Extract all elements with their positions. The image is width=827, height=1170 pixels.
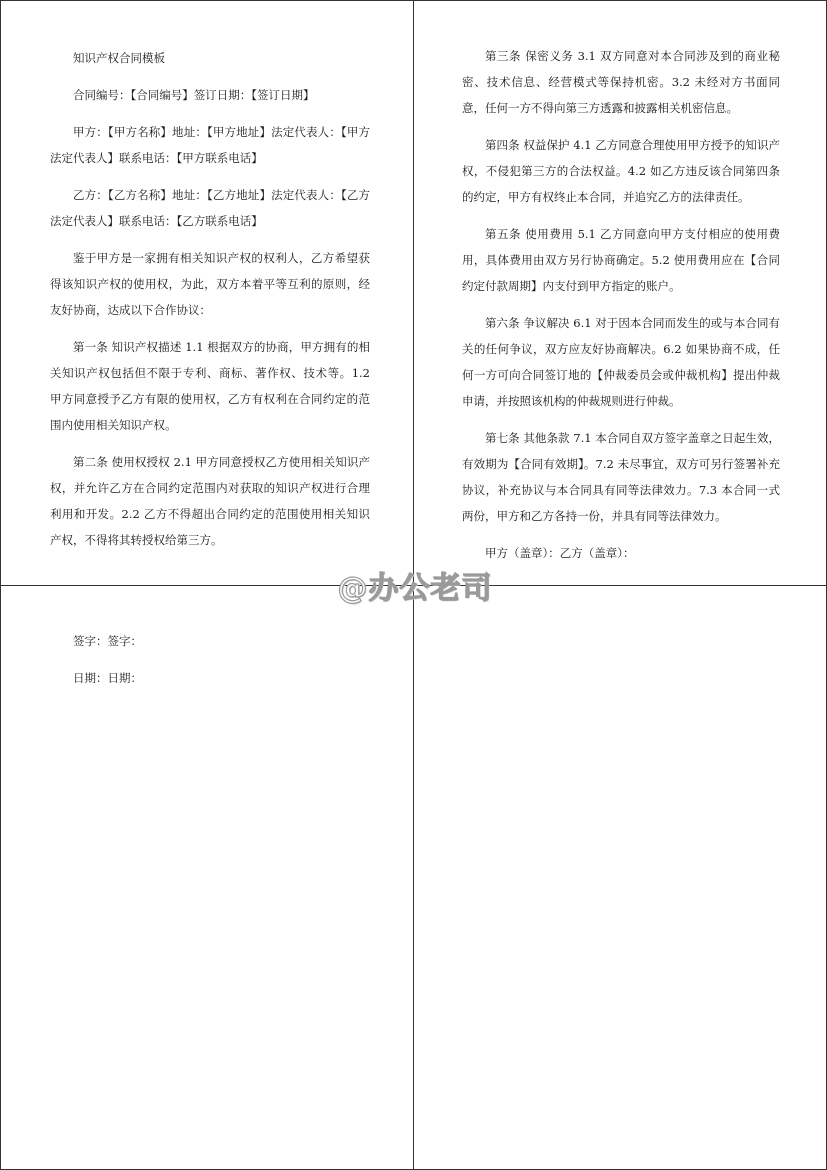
contract-section-left-bottom [50,628,370,702]
contract-section-right-top [462,43,780,577]
signature-line: 签字：签字： [73,634,142,648]
seal-line: 甲方（盖章）：乙方（盖章）： [485,546,635,560]
preamble-paragraph: 鉴于甲方是一家拥有相关知识产权的权利人，乙方希望获得该知识产权的使用权，为此，双方本着平等互利的原则，经友好协商，达成以下合作协议： [50,251,370,317]
contract-section-left-top [50,45,370,564]
article-1: 第一条 知识产权描述 1.1 根据双方的协商，甲方拥有的相关知识产权包括但不限于专利、商标、著作权、技术等。1.2 甲方同意授予乙方有限的使用权，乙方有权利在合同约定的范围内使用相关知识产权。 [50,340,370,432]
article-7: 第七条 其他条款 7.1 本合同自双方签字盖章之日起生效，有效期为【合同有效期】。7.2 未尽事宜，双方可另行签署补充协议，补充协议与本合同具有同等法律效力。7.3 本合同一式两份，甲方和乙方各持一份，并具有同等法律效力。 [462,431,780,523]
document-title: 知识产权合同模板 [73,51,165,65]
article-3: 第三条 保密义务 3.1 双方同意对本合同涉及到的商业秘密、技术信息、经营模式等保持机密。3.2 未经对方书面同意，任何一方不得向第三方透露和披露相关机密信息。 [462,49,780,115]
party-b-info: 乙方：【乙方名称】地址：【乙方地址】法定代表人：【乙方法定代表人】联系电话：【乙方联系电话】 [50,188,370,228]
contract-number-line: 合同编号：【合同编号】签订日期：【签订日期】 [73,88,315,102]
article-5: 第五条 使用费用 5.1 乙方同意向甲方支付相应的使用费用，具体费用由双方另行协商确定。5.2 使用费用应在【合同约定付款周期】内支付到甲方指定的账户。 [462,227,780,293]
date-line: 日期：日期： [73,671,142,685]
article-2: 第二条 使用权授权 2.1 甲方同意授权乙方使用相关知识产权，并允许乙方在合同约定范围内对获取的知识产权进行合理利用和开发。2.2 乙方不得超出合同约定的范围使用相关知识产权，不得将其转授权给第三方。 [50,455,370,547]
article-6: 第六条 争议解决 6.1 对于因本合同而发生的或与本合同有关的任何争议，双方应友好协商解决。6.2 如果协商不成，任何一方可向合同签订地的【仲裁委员会或仲裁机构】提出仲裁申请，并按照该机构的仲裁规则进行仲裁。 [462,316,780,408]
party-a-info: 甲方：【甲方名称】地址：【甲方地址】法定代表人：【甲方法定代表人】联系电话：【甲方联系电话】 [50,125,370,165]
watermark: @办公老司 [337,571,493,606]
article-4: 第四条 权益保护 4.1 乙方同意合理使用甲方授予的知识产权，不侵犯第三方的合法权益。4.2 如乙方违反该合同第四条的约定，甲方有权终止本合同，并追究乙方的法律责任。 [462,138,780,204]
